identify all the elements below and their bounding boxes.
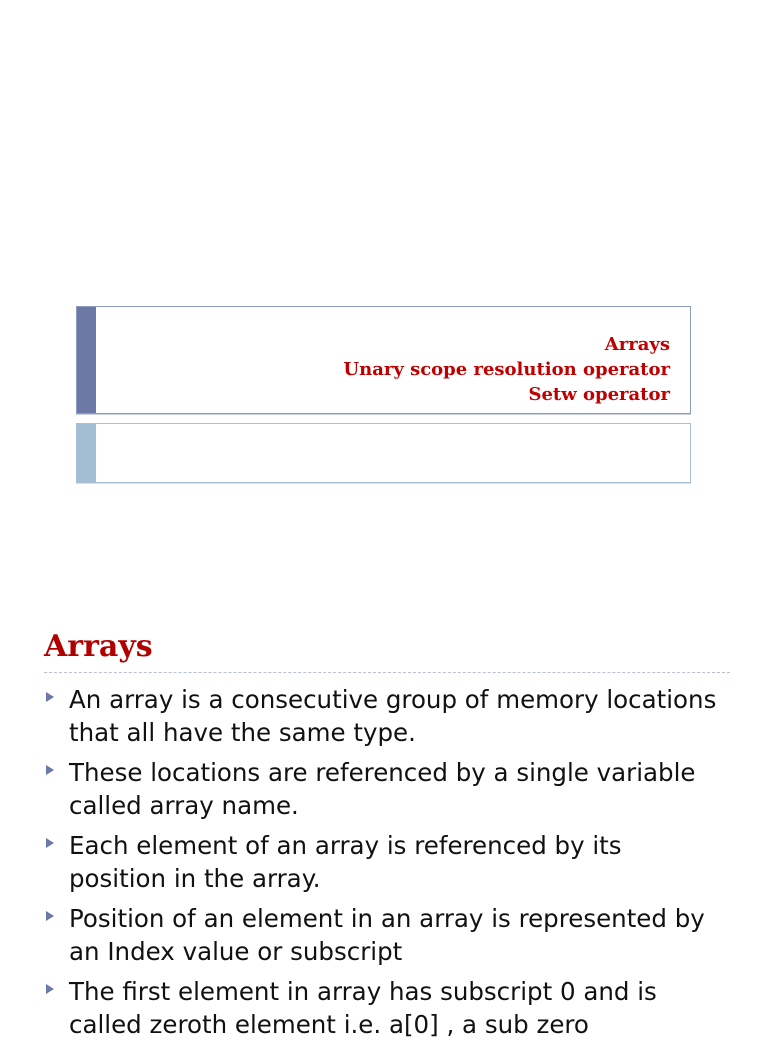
- subtitle-accent-bar: [77, 424, 96, 482]
- bullet-item: [44, 829, 724, 895]
- bullet-arrow-icon: [46, 838, 54, 848]
- bullet-item: [44, 975, 724, 1041]
- title-placeholder: [76, 306, 691, 414]
- bullet-item: [44, 683, 724, 749]
- slide-heading: Arrays: [44, 629, 153, 664]
- bullet-item: [44, 902, 724, 968]
- title-line-setw: Setw operator: [528, 384, 670, 405]
- bullet-text: An array is a consecutive group of memory locations that all have the same type.: [69, 685, 717, 747]
- slide-title: [343, 332, 670, 407]
- bullet-item: [44, 756, 724, 822]
- bullet-arrow-icon: [46, 692, 54, 702]
- bullet-arrow-icon: [46, 984, 54, 994]
- bullet-list: [44, 683, 724, 1048]
- subtitle-placeholder: [76, 423, 691, 483]
- bullet-text: These locations are referenced by a single variable called array name.: [69, 758, 696, 820]
- title-line-unary-scope: Unary scope resolution operator: [343, 359, 670, 380]
- title-accent-bar: [77, 307, 96, 413]
- title-line-arrays: Arrays: [604, 334, 670, 355]
- bullet-arrow-icon: [46, 765, 54, 775]
- bullet-text: Position of an element in an array is represented by an Index value or subscript: [69, 904, 705, 966]
- bullet-text: The first element in array has subscript 0 and is called zeroth element i.e. a[0] , a sub zero: [69, 977, 657, 1039]
- bullet-arrow-icon: [46, 911, 54, 921]
- heading-divider: [44, 672, 730, 673]
- bullet-text: Each element of an array is referenced by its position in the array.: [69, 831, 622, 893]
